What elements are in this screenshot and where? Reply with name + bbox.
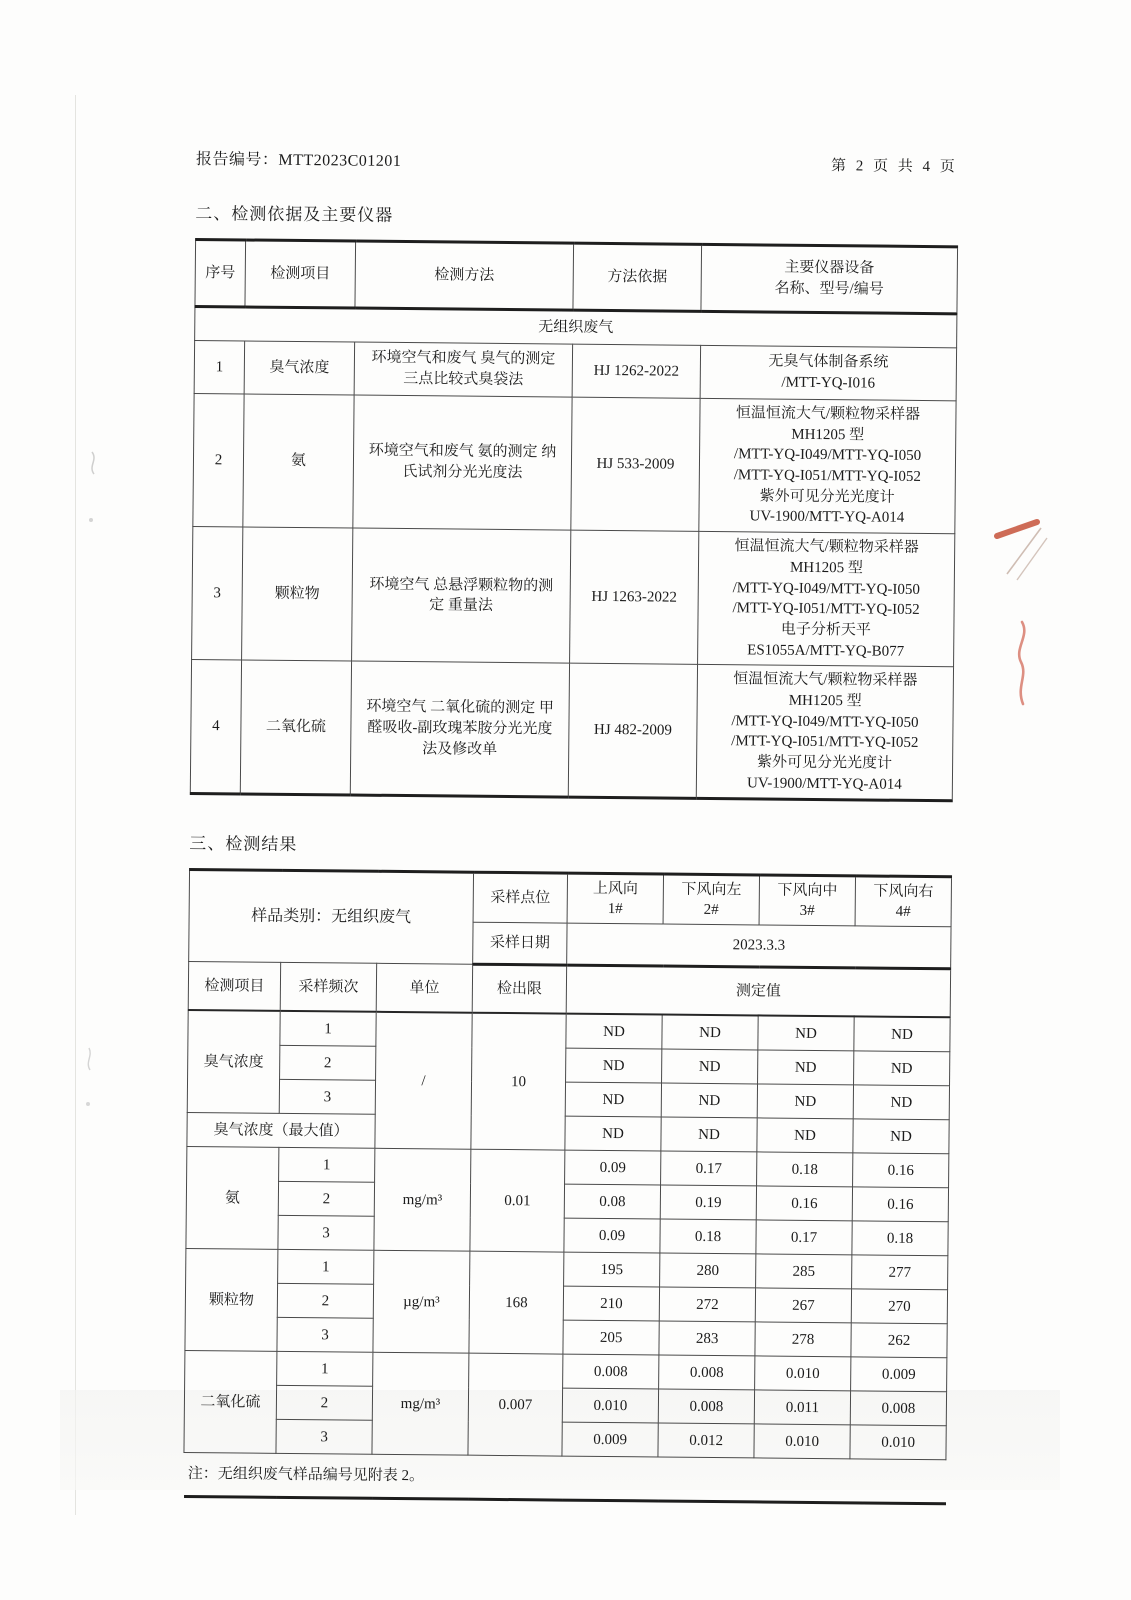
limit-cell: 168 bbox=[469, 1252, 564, 1355]
value-cell: 0.18 bbox=[757, 1152, 853, 1187]
value-cell: 278 bbox=[755, 1322, 851, 1357]
page-indicator: 第 2 页 共 4 页 bbox=[830, 158, 958, 176]
value-cell: 283 bbox=[659, 1321, 755, 1356]
value-cell: 262 bbox=[851, 1323, 947, 1358]
table-header-row bbox=[195, 240, 958, 314]
value-cell: 0.010 bbox=[850, 1425, 946, 1460]
serial-cell: 1 bbox=[194, 340, 245, 393]
equipment-line: /MTT-YQ-I016 bbox=[781, 374, 876, 392]
item-cell: 颗粒物 bbox=[242, 527, 353, 661]
instrument-row bbox=[192, 527, 955, 667]
frequency-cell: 3 bbox=[276, 1420, 372, 1455]
point-direction: 上风向 bbox=[592, 880, 638, 897]
value-cell: 0.010 bbox=[562, 1388, 658, 1423]
equipment-line: MH1205 型 bbox=[789, 559, 864, 577]
section-title-results: 三、检测结果 bbox=[189, 834, 298, 855]
point-direction: 下风向左 bbox=[681, 881, 742, 898]
value-cell: 0.008 bbox=[850, 1391, 946, 1426]
sampling-point-cell bbox=[663, 874, 759, 925]
sampling-points-row bbox=[189, 870, 951, 927]
header-frequency: 采样频次 bbox=[280, 963, 376, 1012]
equipment-line: 恒温恒流大气/颗粒物采样器 bbox=[734, 538, 919, 557]
limit-cell: 10 bbox=[471, 1013, 566, 1150]
value-cell: 0.19 bbox=[660, 1185, 756, 1220]
point-number: 1# bbox=[607, 901, 623, 918]
value-cell: 267 bbox=[755, 1288, 851, 1323]
document-header bbox=[196, 146, 958, 176]
equipment-line: 恒温恒流大气/颗粒物采样器 bbox=[733, 671, 918, 690]
value-cell: 0.16 bbox=[756, 1186, 852, 1221]
sampling-point-label-cell: 采样点位 bbox=[473, 873, 567, 924]
header-serial: 序号 bbox=[195, 240, 246, 307]
report-number-label: 报告编号： bbox=[195, 150, 279, 169]
point-direction: 下风向右 bbox=[873, 883, 934, 900]
value-cell: 195 bbox=[564, 1252, 660, 1287]
frequency-cell: 2 bbox=[276, 1386, 372, 1421]
equipment-line: /MTT-YQ-I051/MTT-YQ-I052 bbox=[733, 467, 922, 486]
equipment-line: /MTT-YQ-I051/MTT-YQ-I052 bbox=[732, 600, 920, 619]
value-cell: 0.18 bbox=[852, 1221, 948, 1256]
item-cell: 颗粒物 bbox=[185, 1249, 278, 1352]
header-unit: 单位 bbox=[376, 964, 472, 1013]
equipment-line: UV-1900/MTT-YQ-A014 bbox=[746, 775, 902, 793]
value-cell: 0.09 bbox=[565, 1150, 661, 1185]
header-equipment bbox=[701, 244, 958, 313]
serial-cell: 2 bbox=[193, 393, 244, 527]
frequency-cell: 3 bbox=[277, 1318, 373, 1353]
value-cell: 0.008 bbox=[658, 1389, 754, 1424]
basis-cell: HJ 1262-2022 bbox=[572, 344, 701, 398]
value-cell: ND bbox=[853, 1119, 949, 1154]
equipment-line: 电子分析天平 bbox=[780, 621, 871, 639]
item-cell: 臭气浓度 bbox=[244, 341, 355, 395]
method-cell: 环境空气和废气 氨的测定 纳氏试剂分光光度法 bbox=[353, 395, 572, 530]
value-cell: ND bbox=[566, 1014, 662, 1049]
limit-cell: 0.007 bbox=[468, 1354, 563, 1457]
equipment-line: /MTT-YQ-I049/MTT-YQ-I050 bbox=[732, 579, 920, 598]
value-cell: 0.010 bbox=[754, 1424, 850, 1459]
sampling-date-label-cell: 采样日期 bbox=[473, 923, 567, 966]
basis-cell: HJ 1263-2022 bbox=[570, 530, 699, 664]
header-detection-limit: 检出限 bbox=[472, 965, 566, 1014]
basis-cell: HJ 482-2009 bbox=[568, 663, 697, 798]
value-cell: 0.012 bbox=[658, 1423, 754, 1458]
frequency-cell: 1 bbox=[277, 1352, 373, 1387]
margin-smudge bbox=[80, 1040, 100, 1120]
instrument-row bbox=[193, 393, 956, 533]
value-cell: 0.17 bbox=[756, 1220, 852, 1255]
paper-edge-shadow bbox=[75, 95, 76, 1515]
value-cell: ND bbox=[661, 1083, 757, 1118]
frequency-cell: 1 bbox=[279, 1148, 375, 1183]
equipment-line: 紫外可见分光光度计 bbox=[759, 488, 895, 506]
basis-cell: HJ 533-2009 bbox=[571, 397, 700, 531]
value-cell: 0.09 bbox=[564, 1218, 660, 1253]
method-cell: 环境空气 二氧化硫的测定 甲醛吸收-副玫瑰苯胺分光光度法及修改单 bbox=[350, 661, 569, 797]
header-item: 检测项目 bbox=[188, 962, 280, 1011]
point-number: 3# bbox=[799, 903, 815, 920]
equipment-line: MH1205 型 bbox=[791, 426, 865, 444]
equipment-line: 紫外可见分光光度计 bbox=[757, 754, 893, 772]
value-cell: 277 bbox=[852, 1255, 948, 1290]
value-cell: 0.010 bbox=[755, 1356, 851, 1391]
value-cell: 0.18 bbox=[660, 1219, 756, 1254]
red-pen-mark bbox=[1006, 618, 1040, 710]
header-item: 检测项目 bbox=[245, 240, 356, 308]
equipment-line: ES1055A/MTT-YQ-B077 bbox=[747, 641, 905, 660]
report-number-value: MTT2023C01201 bbox=[278, 151, 402, 170]
item-cell: 臭气浓度 bbox=[187, 1010, 280, 1113]
value-cell: 272 bbox=[659, 1287, 755, 1322]
equipment-line: 恒温恒流大气/颗粒物采样器 bbox=[735, 405, 921, 423]
value-cell: 0.17 bbox=[661, 1151, 757, 1186]
value-cell: 205 bbox=[563, 1320, 659, 1355]
unit-cell: mg/m³ bbox=[374, 1149, 471, 1252]
margin-smudge bbox=[84, 446, 104, 538]
equipment-cell bbox=[696, 665, 953, 802]
instrument-row bbox=[190, 660, 953, 801]
unit-cell: µg/m³ bbox=[373, 1251, 470, 1354]
frequency-cell: 2 bbox=[280, 1046, 376, 1081]
value-cell: 0.008 bbox=[659, 1355, 755, 1390]
serial-cell: 4 bbox=[190, 660, 241, 795]
value-cell: ND bbox=[757, 1118, 853, 1153]
value-cell: ND bbox=[854, 1051, 950, 1086]
value-cell: 0.009 bbox=[562, 1422, 658, 1457]
equipment-line: /MTT-YQ-I049/MTT-YQ-I050 bbox=[731, 712, 919, 731]
value-cell: ND bbox=[566, 1048, 662, 1083]
value-cell: 285 bbox=[756, 1254, 852, 1289]
sample-category-cell: 样品类别：无组织废气 bbox=[189, 870, 474, 965]
equipment-line: UV-1900/MTT-YQ-A014 bbox=[749, 508, 905, 527]
value-cell: 0.008 bbox=[563, 1354, 659, 1389]
results-table bbox=[183, 868, 952, 1505]
value-cell: ND bbox=[662, 1049, 758, 1084]
header-basis: 方法依据 bbox=[573, 243, 702, 311]
equipment-cell bbox=[698, 531, 955, 667]
sampling-date-cell: 2023.3.3 bbox=[567, 923, 951, 969]
header-equipment-line: 名称、型号/编号 bbox=[774, 280, 884, 298]
section-title-methods: 二、检测依据及主要仪器 bbox=[195, 203, 394, 225]
sampling-point-cell bbox=[759, 875, 855, 926]
item-cell: 氨 bbox=[243, 394, 354, 528]
point-direction: 下风向中 bbox=[777, 882, 838, 899]
waste-gas-category-banner: 无组织废气 bbox=[195, 306, 957, 347]
value-cell: 0.16 bbox=[853, 1153, 949, 1188]
serial-cell: 3 bbox=[192, 527, 243, 661]
report-number bbox=[196, 146, 402, 171]
unit-cell: / bbox=[375, 1012, 472, 1149]
instruments-table bbox=[190, 238, 958, 803]
header-measured-value: 测定值 bbox=[566, 965, 950, 1017]
equipment-line: /MTT-YQ-I049/MTT-YQ-I050 bbox=[733, 446, 922, 465]
frequency-cell: 1 bbox=[280, 1011, 376, 1046]
frequency-cell: 3 bbox=[279, 1080, 375, 1115]
item-cell: 氨 bbox=[186, 1147, 279, 1250]
header-equipment-line: 主要仪器设备 bbox=[784, 259, 875, 277]
value-cell: ND bbox=[565, 1116, 661, 1151]
value-cell: ND bbox=[758, 1016, 854, 1051]
frequency-cell: 1 bbox=[278, 1250, 374, 1285]
value-cell: ND bbox=[565, 1082, 661, 1117]
point-number: 2# bbox=[703, 902, 719, 919]
item-cell: 二氧化硫 bbox=[184, 1351, 277, 1454]
frequency-cell: 2 bbox=[277, 1284, 373, 1319]
value-cell: ND bbox=[661, 1117, 757, 1152]
max-label-cell: 臭气浓度（最大值） bbox=[187, 1113, 375, 1149]
instrument-row bbox=[194, 340, 956, 400]
item-cell: 二氧化硫 bbox=[240, 660, 351, 795]
value-cell: 0.011 bbox=[754, 1390, 850, 1425]
red-pen-mark bbox=[985, 498, 1070, 598]
equipment-line: /MTT-YQ-I051/MTT-YQ-I052 bbox=[731, 733, 919, 752]
limit-cell: 0.01 bbox=[470, 1150, 565, 1253]
frequency-cell: 2 bbox=[278, 1182, 374, 1217]
value-cell: 0.16 bbox=[852, 1187, 948, 1222]
value-cell: 0.009 bbox=[851, 1357, 947, 1392]
results-header-row bbox=[188, 962, 950, 1018]
sampling-point-cell bbox=[567, 873, 663, 924]
frequency-cell: 3 bbox=[278, 1216, 374, 1251]
sampling-point-cell bbox=[855, 876, 951, 927]
value-cell: 280 bbox=[660, 1253, 756, 1288]
value-cell: 0.08 bbox=[564, 1184, 660, 1219]
equipment-cell bbox=[700, 345, 956, 400]
value-cell: 270 bbox=[851, 1289, 947, 1324]
header-method: 检测方法 bbox=[355, 241, 574, 310]
value-cell: ND bbox=[758, 1050, 854, 1085]
unit-cell: mg/m³ bbox=[372, 1353, 469, 1456]
footnote-row bbox=[184, 1453, 946, 1504]
value-cell: ND bbox=[662, 1015, 758, 1050]
value-cell: ND bbox=[854, 1017, 950, 1052]
point-number: 4# bbox=[895, 904, 911, 921]
value-cell: 210 bbox=[563, 1286, 659, 1321]
equipment-cell bbox=[699, 398, 956, 534]
footnote: 注：无组织废气样品编号见附表 2。 bbox=[184, 1453, 946, 1504]
value-cell: ND bbox=[757, 1084, 853, 1119]
method-cell: 环境空气和废气 臭气的测定 三点比较式臭袋法 bbox=[354, 342, 572, 397]
value-cell: ND bbox=[853, 1085, 949, 1120]
equipment-line: MH1205 型 bbox=[788, 692, 862, 710]
equipment-line: 无臭气体制备系统 bbox=[768, 353, 889, 371]
method-cell: 环境空气 总悬浮颗粒物的测定 重量法 bbox=[352, 528, 571, 663]
